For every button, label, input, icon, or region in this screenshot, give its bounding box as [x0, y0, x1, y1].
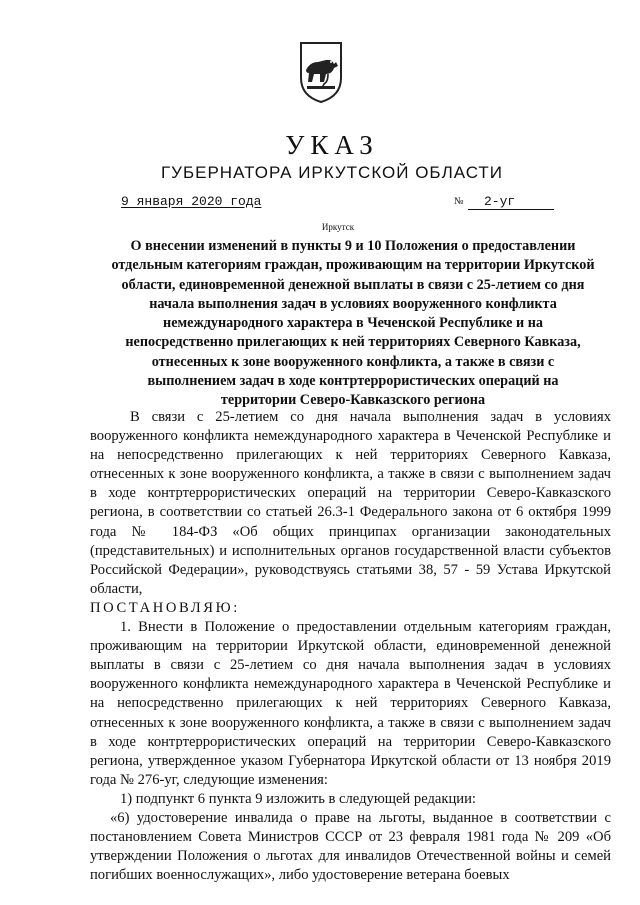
preamble-paragraph: В связи с 25-летием со дня начала выполнения задач в условиях вооруженного конфликта немеждународного характера в Чеченской Республике и на непосредственно прилегающих к ней территориях Северного Кавказа, отнесенных к зоне вооруженного конфликта, а также в связи с выполнением задач в ходе контртеррористических операций на территории Северо-Кавказского региона, в соответствии со статьей 26.3-1 Федерального закона от 6 октября 1999 года № 184-ФЗ «Об общих принципах организации законодательных (представительных) и исполнительных органов государственной власти субъектов Российской Федерации», руководствуясь статьями 38, 57 - 59 Устава Иркутской области, [90, 409, 611, 597]
document-heading: О внесении изменений в пункты 9 и 10 Положения о предоставлении отдельным категориям граждан, проживающим на территории Иркутской области, единовременной денежной выплаты в связи с 25-летием со дня начала выполнения задач в условиях вооруженного конфликта немеждународного характера в Чеченской Республике и на непосредственно прилегающих к ней территориях Северного Кавказа, отнесенных к зоне вооруженного конфликта, а также в связи с выполнением задач в ходе контртеррористических операций на территории Северо-Кавказского региона [111, 238, 595, 409]
irkutsk-coat-of-arms-emblem [298, 40, 344, 104]
document-subtitle: ГУБЕРНАТОРА ИРКУТСКОЙ ОБЛАСТИ [160, 163, 504, 182]
document-body [90, 408, 611, 885]
decree-word: ПОСТАНОВЛЯЮ: [90, 599, 240, 616]
document-number: 2-уг [468, 194, 554, 210]
subclause-6-paragraph: «6) удостоверение инвалида о праве на льготы, выданное в соответствии с постановлением Совета Министров СССР от 23 февраля 1981 года № 209 «Об утверждении Положения о льготах для инвалидов Отечественной войны и семей погибших военнослужащих», либо удостоверение ветерана боевых [90, 809, 611, 884]
number-sign: № [454, 196, 464, 207]
subclause-1-paragraph: 1) подпункт 6 пункта 9 изложить в следующей редакции: [120, 790, 476, 807]
document-title: УКАЗ [285, 130, 379, 160]
document-city: Иркутск [321, 222, 355, 232]
clause-1-paragraph: 1. Внести в Положение о предоставлении отдельным категориям граждан, проживающим на территории Иркутской области, единовременной денежной выплаты в связи с 25-летием со дня начала выполнения задач в условиях вооруженного конфликта немеждународного характера в Чеченской Республике и на непосредственно прилегающих к ней территориях Северного Кавказа, отнесенных к зоне вооруженного конфликта, а также в связи с выполнением задач в ходе контртеррористических операций на территории Северо-Кавказского региона, утвержденное указом Губернатора Иркутской области от 13 ноября 2019 года № 276-уг, следующие изменения: [90, 619, 611, 788]
date-value: 9 января 2020 года [121, 194, 262, 209]
document-date [121, 194, 261, 209]
